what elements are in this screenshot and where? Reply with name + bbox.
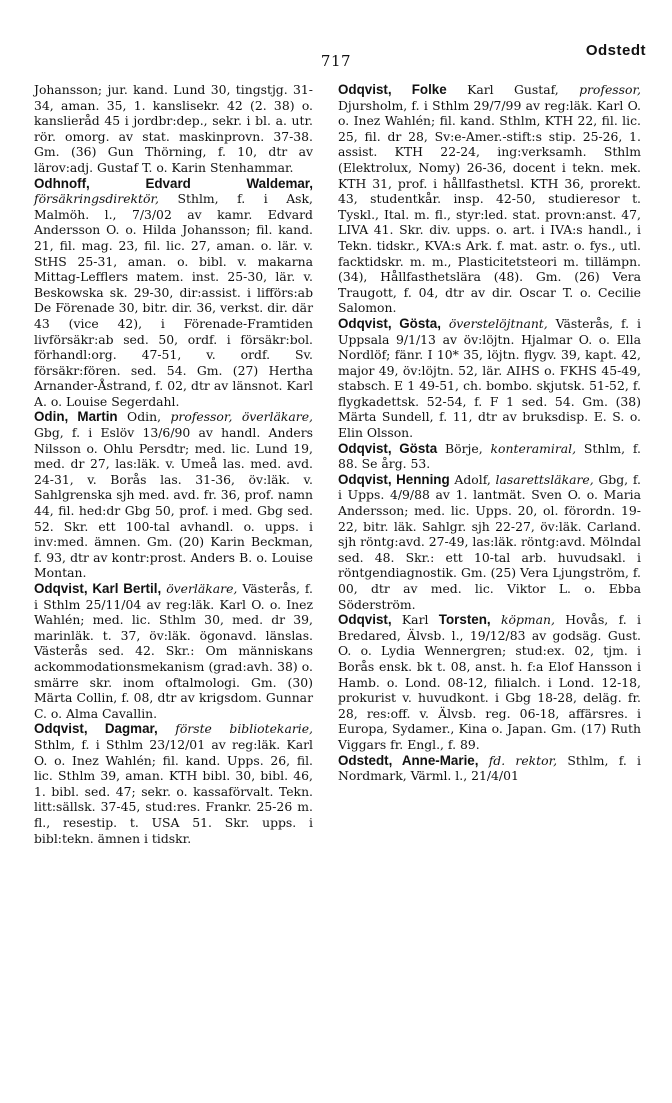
entry-text: Sthlm, f. i Nordmark, Värml. l., 21/4/01 (338, 752, 641, 784)
entry-title: överstelöjtnant, (448, 315, 548, 331)
entry-title: överläkare, (166, 581, 238, 596)
entry (338, 753, 641, 784)
entry-name: Odqvist, (338, 612, 392, 628)
entry (34, 721, 313, 846)
entry-title: förste bibliotekarie, (175, 721, 313, 737)
entry-name-rest: Karl Gustaf, (467, 82, 559, 97)
entry (338, 82, 641, 316)
entry-title: konteramiral, (490, 440, 577, 456)
entry-text: Västerås, f. i Uppsala 9/1/13 av öv:löjtn. Hjalmar O. o. Ella Nordlöf; fänr. I 10* 35, löjtn. flygv. 39, kapt. 42, major 49, öv:löjtn. 52, lär. AIHS o. FKHS 45-49, stabsch. E 1 49-51, ch. bombo. skjutsk. 51-52, f. flygkadettsk. 52-54, f. F 1 sed. 54. Gm. (38) Märta Sundell, f. 11, dtr av bruksdisp. E. S. o. Elin Olsson. (338, 315, 641, 441)
entry-name-rest: Börje, (445, 440, 483, 456)
entry-title: försäkringsdirektör, (34, 191, 159, 207)
entry (34, 409, 313, 581)
entry-text: Djursholm, f. i Sthlm 29/7/99 av reg:läk. Karl O. o. Inez Wahlén; fil. kand. Sthlm, KTH 22, fil. lic. 25, fil. dr 28, Sv:e-Amer.-stift:s stip. 25-26, 1. assist. KTH 22-24, ing:verksamh. Sthlm (Elektrolux, Nomy) 26-36, docent i tekn. mek. KTH 31, prof. i hållfasthetsl. KTH 36, prorekt. 43, studentkår. insp. 42-50, studieresor t. Tyskl., Ital. m. fl., styr:led. stat. provn:anst. 47, LIVA 41. Skr. div. upps. o. art. i IVA:s handl., i Tekn. tidskr., KVA:s Ark. f. mat. astr. o. fys., utl. facktidskr. m. m., Plasticitetsteori m. tillämpn. (34), Hållfasthetslära (48). Gm. (26) Vera Traugott, f. 04, dtr av dir. Oscar T. o. Cecilie Salomon. (338, 97, 641, 316)
entry-name: Odstedt, Anne-Marie, (338, 752, 479, 768)
entry (34, 82, 313, 176)
entry (338, 441, 641, 472)
entry-text: Sthlm, f. i Ask, Malmöh. l., 7/3/02 av kamr. Edvard Andersson O. o. Hilda Johansson; fil. kand. 21, fil. mag. 23, fil. lic. 27, aman. o. lär. v. StHS 25-31, aman. o. bibl. v. makarna Mittag-Lefflers matem. inst. 25-30, lär. v. Beskowska sk. 29-30, dir:assist. i lifförs:ab De Förenade 30, bitr. dir. 36, verkst. dir. där 43 (vice 42), i Förenade-Framtiden livförsäkr:ab sed. 50, ordf. i försäkr:bol. förhandl:org. 47-51, v. ordf. Sv. försäkr:fören. sed. 54. Gm. (27) Hertha Arnander-Åstrand, f. 02, dtr av länsnot. Karl A. o. Louise Segerdahl. (34, 191, 313, 409)
entry (338, 316, 641, 441)
entry-text: Sthlm, f. 88. Se årg. 53. (338, 440, 641, 472)
entry-name: Odhnoff, Edvard Waldemar, (34, 175, 313, 191)
entry-title: professor, (579, 82, 641, 97)
entry-name: Odqvist, Gösta (338, 440, 438, 456)
entry-name: Odqvist, Karl Bertil, (34, 581, 162, 596)
entry-name: Odqvist, Gösta, (338, 315, 441, 331)
entry-name: Odin, Martin (34, 409, 118, 425)
entry-text: Johansson; jur. kand. Lund 30, tingstjg. 31-34, aman. 35, 1. kanslisekr. 42 (2. 38) o. kanslieråd 45 i jordbr:dep., sekr. i bl. a. utr. rör. omorg. av stat. maskinprovn. 37-38. Gm. (36) Gun Thörning, f. 10, dtr av lärov:adj. Gustaf T. o. Karin Stenhammar. (34, 82, 313, 175)
entry-text: Västerås, f. i Sthlm 25/11/04 av reg:läk. Karl O. o. Inez Wahlén; med. lic. Sthlm 30, med. dr 39, marinläk. t. 37, öv:läk. ögonavd. länslas. Västerås sed. 42. Skr.: Om människans ackommodationsmekanism (grad:avh. 38) o. smärre skr. inom oftalmologi. Gm. (30) Märta Collin, f. 08, dtr av krigsdom. Gunnar C. o. Alma Cavallin. (34, 581, 313, 721)
entry-title: fd. rektor, (488, 752, 558, 768)
entry (34, 176, 313, 410)
entry-title-prefix: Odin, (127, 409, 162, 425)
entry-title: lasarettsläkare, (495, 471, 594, 487)
entry-text: Gbg, f. i Upps. 4/9/88 av 1. lantmät. Sven O. o. Maria Andersson; med. lic. Upps. 20, ol. förordn. 19-22, bitr. läk. Sahlgr. sjh 22-27, öv:läk. Carland. sjh röntg:avd. 27-49, las:läk. röntg:avd. Mölndal sed. 48. Skr.: ett 10-tal arb. huvudsakl. i röntgendiagnostik. Gm. (25) Vera Ljungström, f. 00, dtr av med. lic. Viktor L. o. Ebba Söderström. (338, 471, 641, 612)
entry-name-rest: Adolf, (454, 471, 491, 487)
entry-title: professor, överläkare, (170, 409, 313, 425)
entry (338, 612, 641, 752)
entry (338, 472, 641, 612)
entry (34, 581, 313, 721)
entry-text: Hovås, f. i Bredared, Älvsb. l., 19/12/83 av godsäg. Gust. O. o. Lydia Wennergren; stud:ex. 02, tjm. i Borås ensk. bk t. 08, anst. h. f:a Elof Hansson i Hamb. o. Lond. 08-12, filialch. i Lond. 12-18, prokurist v. huvudkont. i Gbg 18-28, deläg. fr. 28, res:off. v. Älvsb. reg. 06-18, affärsres. i Europa, Sydamer., Kina o. Japan. Gm. (17) Ruth Viggars fr. Engl., f. 89. (338, 612, 641, 752)
page-number: 717 (320, 52, 352, 70)
entry-name-rest: Karl (401, 612, 429, 628)
entry-name: Odqvist, Henning (338, 471, 450, 487)
entry-name-second: Torsten, (438, 612, 491, 628)
left-column (34, 82, 313, 846)
entry-name: Odqvist, Folke (338, 82, 447, 97)
entry-text: Gbg, f. i Eslöv 13/6/90 av handl. Anders Nilsson o. Ohlu Persdtr; med. lic. Lund 19, med. dr 27, las:läk. v. Umeå las. med. avd. 24-31, v. Borås las. 31-36, öv:läk. v. Sahlgrenska sjh med. avd. fr. 36, prof. namn 44, fil. hed:dr Gbg 50, prof. i med. Gbg sed. 52. Skr. ett 100-tal avhandl. o. upps. i inv:med. ämnen. Gm. (20) Karin Beckman, f. 93, dtr av kontr:prost. Anders B. o. Louise Montan. (34, 425, 313, 581)
entry-name: Odqvist, Dagmar, (34, 721, 158, 737)
running-head: Odstedt (585, 42, 646, 59)
right-column (338, 82, 641, 784)
entry-title: köpman, (500, 612, 555, 628)
entry-text: Sthlm, f. i Sthlm 23/12/01 av reg:läk. Karl O. o. Inez Wahlén; fil. kand. Upps. 26, fil. lic. Sthlm 39, aman. KTH bibl. 30, bibl. 46, 1. bibl. sed. 47; sekr. o. kassaförvalt. Tekn. litt:sällsk. 37-45, stud:res. Frankr. 25-26 m. fl., resestip. t. USA 51. Skr. upps. i bibl:tekn. ämnen i tidskr. (34, 736, 313, 846)
